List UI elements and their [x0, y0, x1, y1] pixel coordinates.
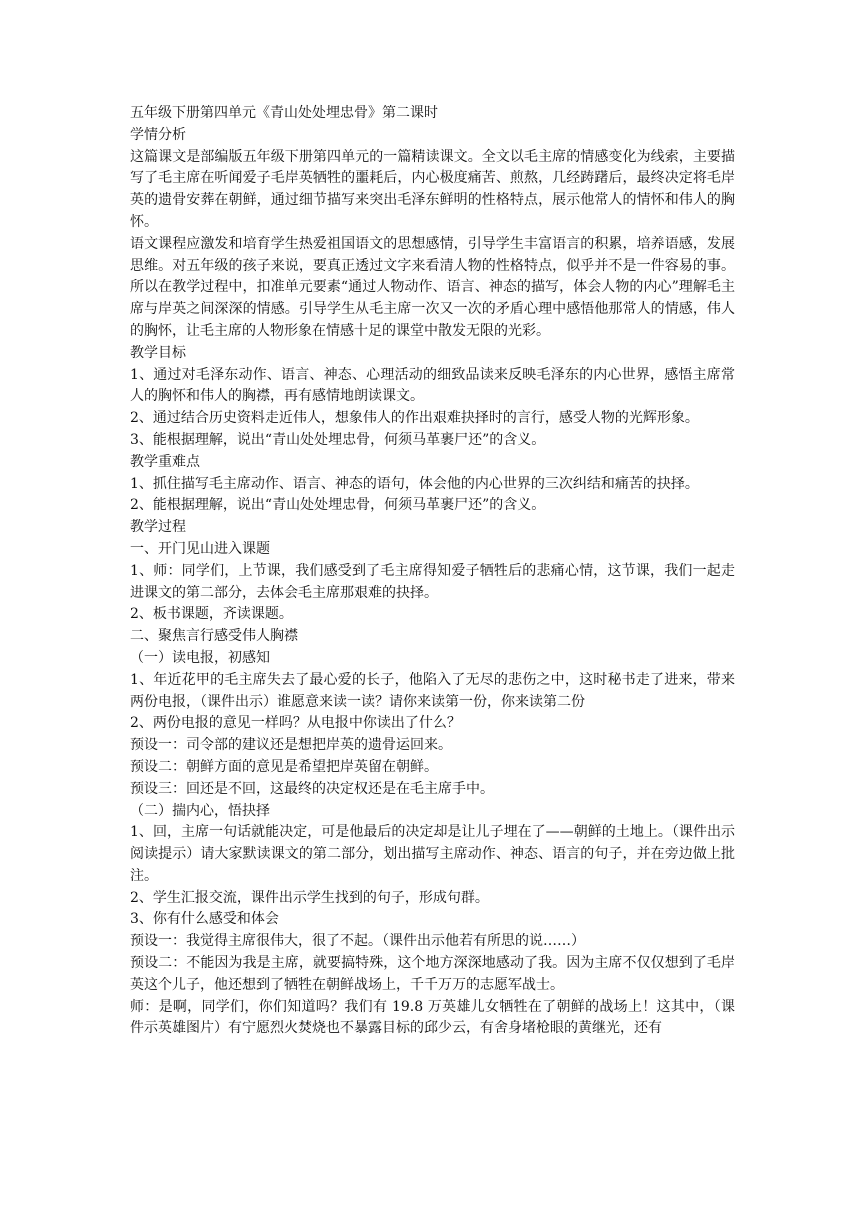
paragraph: 预设一：司令部的建议还是想把岸英的遗骨运回来。: [130, 737, 452, 754]
paragraph: 预设二：朝鲜方面的意见是希望把岸英留在朝鲜。: [130, 758, 438, 775]
section-heading: 教学重难点: [130, 453, 200, 470]
document-body: [130, 103, 735, 1040]
section-heading: 教学过程: [130, 519, 186, 536]
paragraph: 2、通过结合历史资料走近伟人，想象伟人的作出艰难抉择时的言行，感受人物的光辉形象。: [130, 410, 699, 427]
section-heading: 学情分析: [130, 126, 186, 143]
paragraph: 预设二：不能因为我是主席，就要搞特殊，这个地方深深地感动了我。因为主席不仅仅想到了毛岸英这个儿子，他还想到了牺牲在朝鲜战场上，千千万万的志愿军战士。: [130, 955, 735, 993]
paragraph: 1、抓住描写毛主席动作、语言、神态的语句，体会他的内心世界的三次纠结和痛苦的抉择。: [130, 475, 699, 492]
subsection-heading: 二、聚焦言行感受伟人胸襟: [130, 628, 298, 645]
paragraph: 2、能根据理解，说出“青山处处埋忠骨，何须马革裹尸还”的含义。: [130, 497, 546, 514]
subsection-heading: 一、开门见山进入课题: [130, 540, 270, 557]
doc-title: 五年级下册第四单元《青山处处埋忠骨》第二课时: [130, 105, 438, 121]
paragraph: 1、年近花甲的毛主席失去了最心爱的长子，他陷入了无尽的悲伤之中，这时秘书走了进来，带来两份电报，（课件出示）谁愿意来读一读？请你来读第一份，你来读第二份: [130, 671, 735, 710]
paragraph: 预设三：回还是不回，这最终的决定权还是在毛主席手中。: [130, 780, 494, 797]
subsection-heading: （二）揣内心，悟抉择: [130, 802, 270, 819]
paragraph: 这篇课文是部编版五年级下册第四单元的一篇精读课文。全文以毛主席的情感变化为线索，主要描写了毛主席在听闻爱子毛岸英牺牲的噩耗后，内心极度痛苦、煎熬，几经踌躇后，最终决定将毛岸英的遗骨安葬在朝鲜，通过细节描写来突出毛泽东鲜明的性格特点，展示他常人的情怀和伟人的胸怀。: [130, 148, 735, 230]
section-heading: 教学目标: [130, 344, 186, 361]
paragraph: 2、板书课题，齐读课题。: [130, 606, 293, 623]
paragraph: 语文课程应激发和培育学生热爱祖国语文的思想感情，引导学生丰富语言的积累，培养语感，发展思维。对五年级的孩子来说，要真正透过文字来看清人物的性格特点，似乎并不是一件容易的事。所以在教学过程中，扣准单元要素“通过人物动作、语言、神态的描写，体会人物的内心”理解毛主席与岸英之间深深的情感。引导学生从毛主席一次又一次的矛盾心理中感悟他那常人的情感，伟人的胸怀，让毛主席的人物形象在情感十足的课堂中散发无限的光彩。: [130, 235, 735, 339]
paragraph: 1、师：同学们，上节课，我们感受到了毛主席得知爱子牺牲后的悲痛心情，这节课，我们一起走进课文的第二部分，去体会毛主席那艰难的抉择。: [130, 562, 735, 601]
paragraph: 1、通过对毛泽东动作、语言、神态、心理活动的细致品读来反映毛泽东的内心世界，感悟主席常人的胸怀和伟人的胸襟，再有感情地朗读课文。: [130, 366, 735, 405]
paragraph: 3、能根据理解，说出“青山处处埋忠骨，何须马革裹尸还”的含义。: [130, 431, 546, 448]
paragraph: 预设一：我觉得主席很伟大，很了不起。（课件出示他若有所思的说……）: [130, 933, 585, 950]
paragraph: 2、学生汇报交流，课件出示学生找到的句子，形成句群。: [130, 889, 489, 906]
paragraph: 1、回，主席一句话就能决定，可是他最后的决定却是让儿子埋在了——朝鲜的土地上。（课件出示阅读提示）请大家默读课文的第二部分，划出描写主席动作、神态、语言的句子，并在旁边做上批注。: [130, 824, 735, 884]
paragraph: 2、两份电报的意见一样吗？从电报中你读出了什么？: [130, 715, 461, 732]
subsection-heading: （一）读电报，初感知: [130, 649, 270, 666]
paragraph: 3、你有什么感受和体会: [130, 911, 279, 928]
paragraph: 师：是啊，同学们，你们知道吗？我们有 19.8 万英雄儿女牺牲在了朝鲜的战场上！这其中，（课件示英雄图片）有宁愿烈火焚烧也不暴露目标的邱少云，有舍身堵枪眼的黄继光，还有: [130, 998, 735, 1037]
